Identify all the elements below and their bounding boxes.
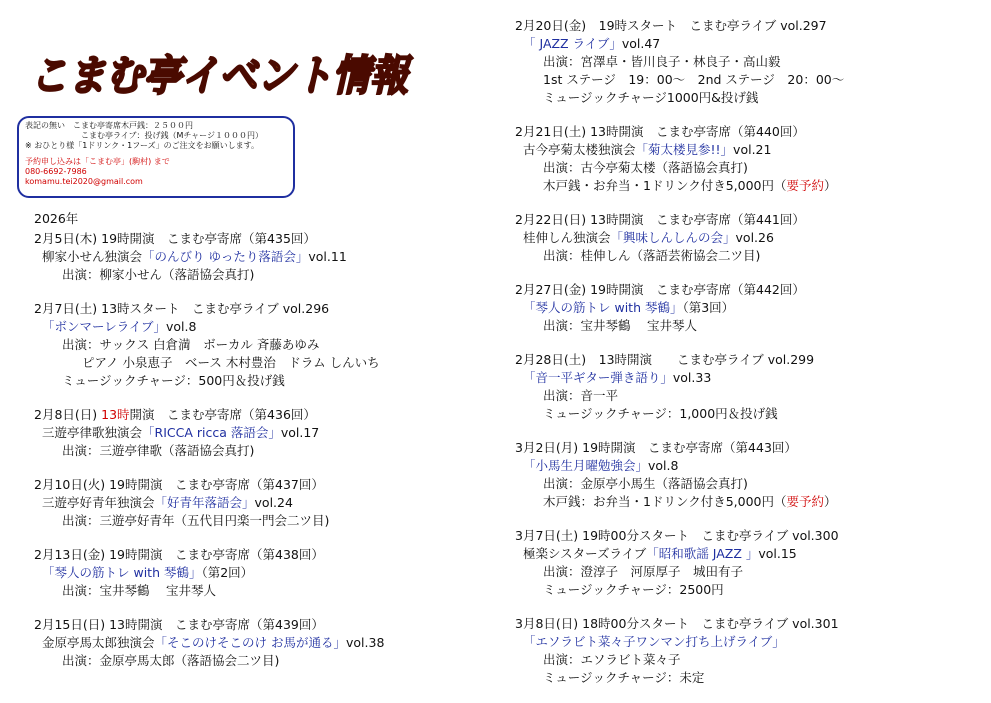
event-title: 「好青年落語会」 xyxy=(154,495,255,510)
event-detail-line xyxy=(515,369,844,387)
event-text: 出演：サックス 白倉満 ボーカル 斉藤あゆみ xyxy=(62,337,320,352)
event-text: 出演：古今亭菊太楼（落語協会真打) xyxy=(543,160,748,175)
event-text: ミュージックチャージ：未定 xyxy=(543,670,705,685)
event-text: ミュージックチャージ：1,000円＆投げ銭 xyxy=(543,406,778,421)
event-title: 「琴人の筋トレ with 琴鶴」 xyxy=(42,565,202,580)
event-list-left xyxy=(34,210,384,686)
event-text: 2月8日(日) xyxy=(34,407,102,422)
event-text: 出演：宝井琴鶴 宝井琴人 xyxy=(62,583,216,598)
event-text: 出演：宝井琴鶴 宝井琴人 xyxy=(543,318,697,333)
event-title: 「興味しんしんの会」 xyxy=(610,230,736,245)
event-detail-line xyxy=(515,563,844,581)
event-text: （第3回） xyxy=(682,300,735,315)
event-detail-line xyxy=(515,71,844,89)
event-date-line xyxy=(34,406,384,424)
event-text: ） xyxy=(824,178,837,193)
event-list-right xyxy=(515,17,844,703)
event-text: ミュージックチャージ：500円＆投げ銭 xyxy=(62,373,285,388)
event-detail-line xyxy=(515,177,844,195)
event-title: 「エソラビト菜々子ワンマン打ち上げライブ」 xyxy=(523,634,785,649)
event-detail-line xyxy=(34,424,384,442)
event-text: 出演：金原亭小馬生（落語協会真打) xyxy=(543,476,748,491)
event-date-line xyxy=(515,351,844,369)
event-detail-line xyxy=(34,442,384,460)
event-text: 2月21日(土) 13時開演 こまむ亭寄席（第440回） xyxy=(515,124,805,139)
event-text: ミュージックチャージ1000円&投げ銭 xyxy=(543,90,759,105)
event-detail-line xyxy=(34,318,384,336)
info-box xyxy=(17,116,295,198)
event-text: 柳家小せん独演会 xyxy=(42,249,143,264)
event-date-line xyxy=(515,615,844,633)
event-date-line xyxy=(34,300,384,318)
event-item xyxy=(34,300,384,390)
event-title: 「のんびり ゆったり落語会」 xyxy=(142,249,309,264)
event-item xyxy=(515,17,844,107)
event-text: 2月27日(金) 19時開演 こまむ亭寄席（第442回） xyxy=(515,282,805,297)
event-text: ） xyxy=(824,494,837,509)
event-detail-line xyxy=(515,405,844,423)
event-text: 出演：三遊亭律歌（落語協会真打) xyxy=(62,443,255,458)
event-detail-line xyxy=(515,651,844,669)
info-line: こまむ亭ライブ：投げ銭（Mチャージ１０００円） xyxy=(25,131,264,140)
event-item xyxy=(34,230,384,284)
page-title-logo xyxy=(26,48,416,100)
event-detail-line xyxy=(515,247,844,265)
event-text: 出演：柳家小せん（落語協会真打) xyxy=(62,267,255,282)
event-text: vol.8 xyxy=(166,319,197,334)
event-text: 2月22日(日) 13時開演 こまむ亭寄席（第441回） xyxy=(515,212,805,227)
event-detail-line xyxy=(515,89,844,107)
event-detail-line xyxy=(515,581,844,599)
event-title: 「音一平ギター弾き語り」 xyxy=(523,370,673,385)
event-text: vol.47 xyxy=(621,36,661,51)
event-text: vol.15 xyxy=(758,546,797,561)
event-detail-line xyxy=(515,633,844,651)
event-item xyxy=(515,527,844,599)
highlight-text: 要予約 xyxy=(786,178,825,193)
event-text: 出演：エソラビト菜々子 xyxy=(543,652,681,667)
event-text: vol.8 xyxy=(648,458,679,473)
event-title: 「昭和歌謡 JAZZ 」 xyxy=(646,546,759,561)
event-text: 3月7日(土) 19時00分スタート こまむ亭ライブ vol.300 xyxy=(515,528,839,543)
event-text: 2月7日(土) 13時スタート こまむ亭ライブ vol.296 xyxy=(34,301,330,316)
event-text: ミュージックチャージ：2500円 xyxy=(543,582,724,597)
event-item xyxy=(515,123,844,195)
event-text: 2月20日(金) 19時スタート こまむ亭ライブ vol.297 xyxy=(515,18,827,33)
event-detail-line xyxy=(515,35,844,53)
event-detail-line xyxy=(34,336,384,354)
event-detail-line xyxy=(515,669,844,687)
event-detail-line xyxy=(515,229,844,247)
event-text: 金原亭馬太郎独演会 xyxy=(42,635,155,650)
event-detail-line xyxy=(515,493,844,511)
event-date-line xyxy=(34,616,384,634)
event-detail-line xyxy=(515,141,844,159)
event-text: 2月5日(木) 19時開演 こまむ亭寄席（第435回） xyxy=(34,231,316,246)
event-date-line xyxy=(515,211,844,229)
event-text: 2月10日(火) 19時開演 こまむ亭寄席（第437回） xyxy=(34,477,324,492)
event-detail-line xyxy=(34,652,384,670)
highlight-text: 要予約 xyxy=(786,494,825,509)
event-text: vol.21 xyxy=(733,142,772,157)
highlight-text: 13時 xyxy=(101,407,130,422)
event-text: vol.17 xyxy=(280,425,320,440)
event-text: 出演：宮澤卓・皆川良子・林良子・高山毅 xyxy=(543,54,781,69)
event-item xyxy=(515,351,844,423)
event-item xyxy=(515,615,844,687)
event-detail-line xyxy=(34,372,384,390)
event-text: 2月28日(土) 13時開演 こまむ亭ライブ vol.299 xyxy=(515,352,815,367)
contact-line: 予約申し込みは「こまむ亭」(駒村) まで xyxy=(25,157,170,166)
event-detail-line xyxy=(34,634,384,652)
event-title: 「そこのけそこのけ お馬が通る」 xyxy=(154,635,346,650)
events-left xyxy=(34,230,384,670)
event-text: 1st ステージ 19：00～ 2nd ステージ 20：00～ xyxy=(543,72,845,87)
event-date-line xyxy=(515,281,844,299)
event-text: 古今亭菊太楼独演会 xyxy=(523,142,636,157)
event-date-line xyxy=(34,546,384,564)
event-item xyxy=(515,211,844,265)
event-text: vol.24 xyxy=(254,495,293,510)
event-item xyxy=(515,281,844,335)
event-text: 出演：音一平 xyxy=(543,388,619,403)
event-text: 極楽シスターズライブ xyxy=(523,546,647,561)
event-text: 出演：三遊亭好青年（五代目円楽一門会二ツ目) xyxy=(62,513,330,528)
event-detail-line xyxy=(34,248,384,266)
event-text: vol.26 xyxy=(735,230,774,245)
event-title: 「 JAZZ ライブ」 xyxy=(523,36,622,51)
event-item xyxy=(34,546,384,600)
event-item xyxy=(515,439,844,511)
event-text: 木戸銭・お弁当・1ドリンク付き5,000円（ xyxy=(543,178,787,193)
event-text: 2月15日(日) 13時開演 こまむ亭寄席（第439回） xyxy=(34,617,324,632)
event-detail-line xyxy=(515,457,844,475)
event-date-line xyxy=(515,439,844,457)
event-detail-line xyxy=(34,512,384,530)
info-line: 表記の無い こまむ亭寄席木戸銭：２５００円 xyxy=(25,121,193,130)
event-text: 桂伸しん独演会 xyxy=(523,230,611,245)
event-text: vol.33 xyxy=(672,370,712,385)
event-text: 開演 こまむ亭寄席（第436回） xyxy=(129,407,316,422)
event-detail-line xyxy=(34,582,384,600)
event-text: 木戸銭：お弁当・1ドリンク付き5,000円（ xyxy=(543,494,787,509)
event-detail-line xyxy=(34,354,384,372)
event-text: 出演：澄淳子 河原厚子 城田有子 xyxy=(543,564,744,579)
year-label: 2026年 xyxy=(34,211,79,226)
event-title: 「小馬生月曜勉強会」 xyxy=(523,458,649,473)
event-text: （第2回） xyxy=(201,565,254,580)
event-text: 2月13日(金) 19時開演 こまむ亭寄席（第438回） xyxy=(34,547,324,562)
event-text: 三遊亭好青年独演会 xyxy=(42,495,155,510)
event-detail-line xyxy=(515,317,844,335)
event-text: 出演：桂伸しん（落語芸術協会二ツ目) xyxy=(543,248,761,263)
event-date-line xyxy=(515,527,844,545)
event-item xyxy=(34,476,384,530)
event-detail-line xyxy=(515,159,844,177)
event-detail-line xyxy=(515,475,844,493)
event-text: vol.11 xyxy=(308,249,347,264)
event-text: 3月2日(月) 19時開演 こまむ亭寄席（第443回） xyxy=(515,440,797,455)
event-detail-line xyxy=(515,387,844,405)
event-item xyxy=(34,406,384,460)
event-detail-line xyxy=(515,299,844,317)
event-detail-line xyxy=(34,266,384,284)
event-title: 「琴人の筋トレ with 琴鶴」 xyxy=(523,300,683,315)
contact-email[interactable]: komamu.tei2020@gmail.com xyxy=(25,177,143,186)
event-text: ピアノ 小泉恵子 ベース 木村豊治 ドラム しんいち xyxy=(82,355,380,370)
event-text: 3月8日(日) 18時00分スタート こまむ亭ライブ vol.301 xyxy=(515,616,839,631)
event-detail-line xyxy=(515,545,844,563)
event-text: 出演：金原亭馬太郎（落語協会二ツ目) xyxy=(62,653,280,668)
events-right xyxy=(515,17,844,687)
title-logo-graphic xyxy=(26,48,416,100)
event-date-line xyxy=(515,17,844,35)
event-date-line xyxy=(515,123,844,141)
event-title: 「ボンマーレライブ」 xyxy=(42,319,167,334)
event-title: 「RICCA ricca 落語会」 xyxy=(142,425,281,440)
event-item xyxy=(34,616,384,670)
contact-phone: 080-6692-7986 xyxy=(25,167,87,176)
event-text: vol.38 xyxy=(346,635,385,650)
info-line: ※ おひとり様「1ドリンク・1フーズ」のご注文をお願いします。 xyxy=(25,141,259,150)
event-date-line xyxy=(34,230,384,248)
event-title: 「菊太楼見参!!」 xyxy=(635,142,734,157)
event-detail-line xyxy=(34,494,384,512)
event-date-line xyxy=(34,476,384,494)
event-text: 三遊亭律歌独演会 xyxy=(42,425,143,440)
event-detail-line xyxy=(34,564,384,582)
event-detail-line xyxy=(515,53,844,71)
page-title: こまむ亭イベント情報 xyxy=(30,51,414,100)
